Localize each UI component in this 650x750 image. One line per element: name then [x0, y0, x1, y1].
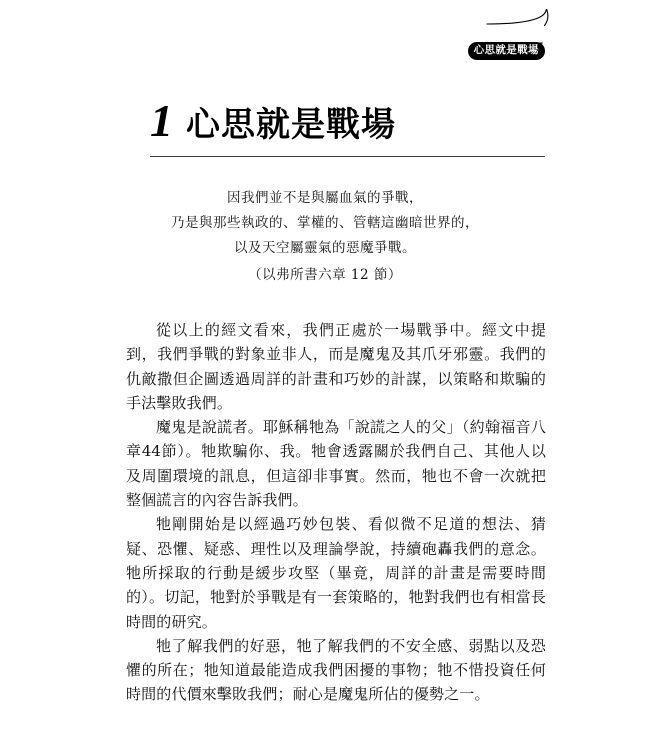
epigraph-line: 以及天空屬靈氣的惡魔爭戰。 — [234, 240, 416, 256]
chapter-title — [150, 95, 550, 146]
epigraph-line: 乃是與那些執政的、掌權的、管轄這幽暗世界的， — [171, 215, 479, 231]
body-paragraph: 從以上的經文看來，我們正處於一場戰爭中。經文中提到，我們爭戰的對象並非人，而是魔鬼及其爪牙邪靈。我們的仇敵撒但企圖透過周詳的計畫和巧妙的計謀，以策略和欺騙的手法擊敗我們。 — [126, 321, 546, 412]
chapter-number: 1 — [150, 95, 172, 146]
chapter-heading-text: 心思就是戰場 — [186, 105, 396, 145]
body-text — [126, 318, 546, 707]
body-paragraph: 牠剛開始是以經過巧妙包裝、看似微不足道的想法、猜疑、恐懼、疑惑、理性以及理論學說，持續砲轟我們的意念。牠所採取的行動是緩步攻堅（畢竟，周詳的計畫是需要時間的）。切記，牠對於爭戰是有一套策略的，牠對我們也有相當長時間的研究。 — [126, 515, 546, 631]
running-title-badge: 心思就是戰場 — [468, 42, 545, 61]
body-paragraph: 魔鬼是說謊者。耶穌稱牠為「說謊之人的父」（約翰福音八章44節）。牠欺騙你、我。牠會透露關於我們自己、其他人以及周圍環境的訊息，但這卻非事實。然而，牠也不會一次就把整個謊言的內容告訴我們。 — [126, 418, 546, 510]
epigraph-citation: （以弗所書六章 12 節） — [248, 267, 402, 283]
body-paragraph: 牠了解我們的好惡，牠了解我們的不安全感、弱點以及恐懼的所在；牠知道最能造成我們困擾的事物；牠不惜投資任何時間的代價來擊敗我們；耐心是魔鬼所佔的優勢之一。 — [126, 636, 546, 704]
title-divider — [150, 156, 545, 157]
folio-swoosh-icon — [486, 9, 552, 27]
page-number: 5 — [536, 40, 543, 54]
running-header-pill-wrap — [468, 38, 545, 64]
epigraph-line: 因我們並不是與屬血氣的爭戰， — [227, 190, 423, 206]
running-header — [0, 38, 650, 64]
scripture-epigraph — [90, 186, 560, 288]
chapter-title-block — [150, 95, 550, 146]
